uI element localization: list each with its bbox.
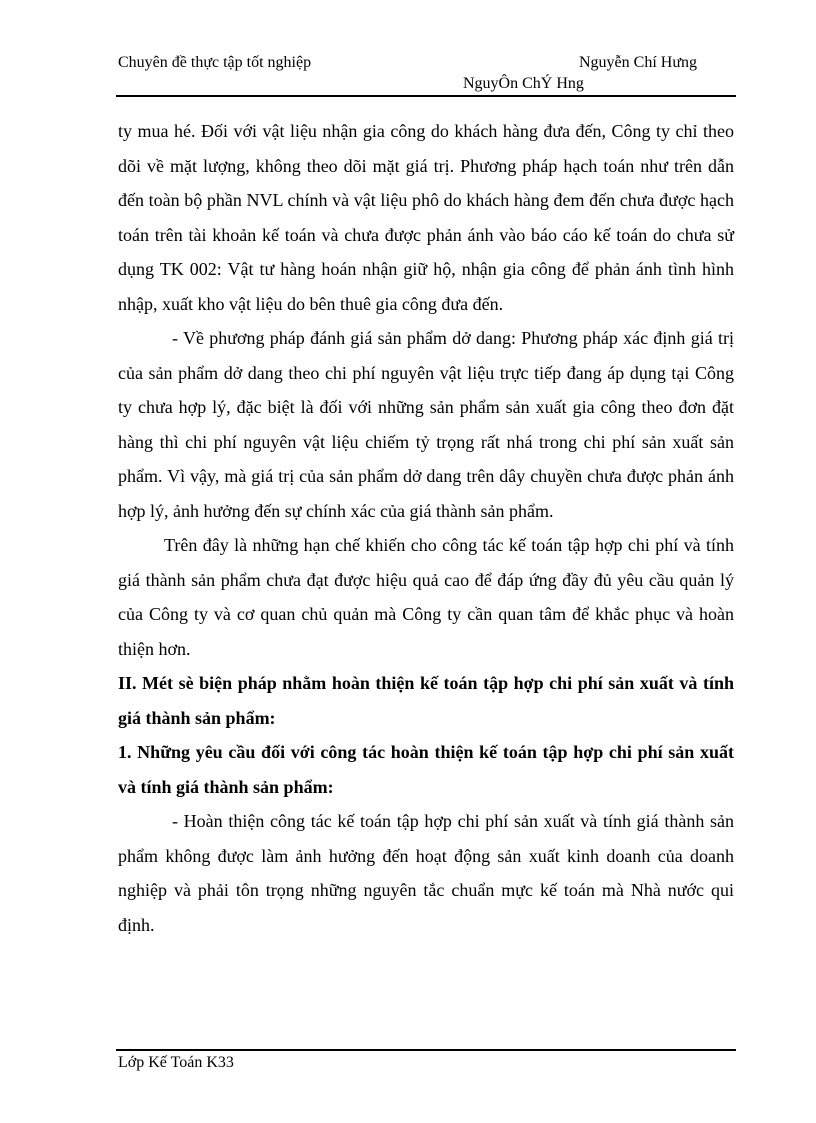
subsection-heading-1: 1. Những yêu cầu đối với công tác hoàn thiện kế toán tập hợp chi phí sản xuất và tính giá thành sản phẩm: — [118, 742, 734, 797]
footer-class-name: Lớp Kế Toán K33 — [118, 1054, 234, 1071]
document-body — [118, 114, 734, 942]
section-heading-2: II. Mét sè biện pháp nhằm hoàn thiện kế toán tập hợp chi phí sản xuất và tính giá thành sản phẩm: — [118, 673, 734, 728]
footer-divider — [116, 1049, 736, 1051]
header-author-name: Nguyễn Chí Hưng — [579, 54, 697, 71]
paragraph-1: ty mua hé. Đối với vật liệu nhận gia công do khách hàng đưa đến, Công ty chỉ theo dõi về mặt lượng, không theo dõi mặt giá trị. Phương pháp hạch toán như trên dẫn đến toàn bộ phần NVL chính và vật liệu phô do khách hàng đem đến chưa được hạch toán trên tài khoản kế toán và chưa được phản ánh vào báo cáo kế toán do chưa sử dụng TK 002: Vật tư hàng hoán nhận giữ hộ, nhận gia công để phản ánh tình hình nhập, xuất kho vật liệu do bên thuê gia công đưa đến. — [118, 121, 734, 314]
header-thesis-title: Chuyên đề thực tập tốt nghiệp — [118, 54, 312, 71]
header-divider — [116, 95, 736, 97]
header-author-name-garbled: NguyÔn ChÝ Hng — [463, 75, 584, 92]
paragraph-2: - Về phương pháp đánh giá sản phẩm dở dang: Phương pháp xác định giá trị của sản phẩm dở dang theo chi phí nguyên vật liệu trực tiếp đang áp dụng tại Công ty chưa hợp lý, đặc biệt là đối với những sản phẩm sản xuất gia công theo đơn đặt hàng thì chi phí nguyên vật liệu chiếm tỷ trọng rất nhá trong chi phí sản xuất sản phẩm. Vì vậy, mà giá trị của sản phẩm dở dang trên dây chuyền chưa được phản ánh hợp lý, ảnh hưởng đến sự chính xác của giá thành sản phẩm. — [118, 328, 734, 521]
paragraph-4: - Hoàn thiện công tác kế toán tập hợp chi phí sản xuất và tính giá thành sản phẩm không được làm ảnh hưởng đến hoạt động sản xuất kinh doanh của doanh nghiệp và phải tôn trọng những nguyên tắc chuẩn mực kế toán mà Nhà nước qui định. — [118, 811, 734, 935]
paragraph-3: Trên đây là những hạn chế khiến cho công tác kế toán tập hợp chi phí và tính giá thành sản phẩm chưa đạt được hiệu quả cao để đáp ứng đầy đủ yêu cầu quản lý của Công ty và cơ quan chủ quản mà Công ty cần quan tâm để khắc phục và hoàn thiện hơn. — [118, 535, 734, 659]
